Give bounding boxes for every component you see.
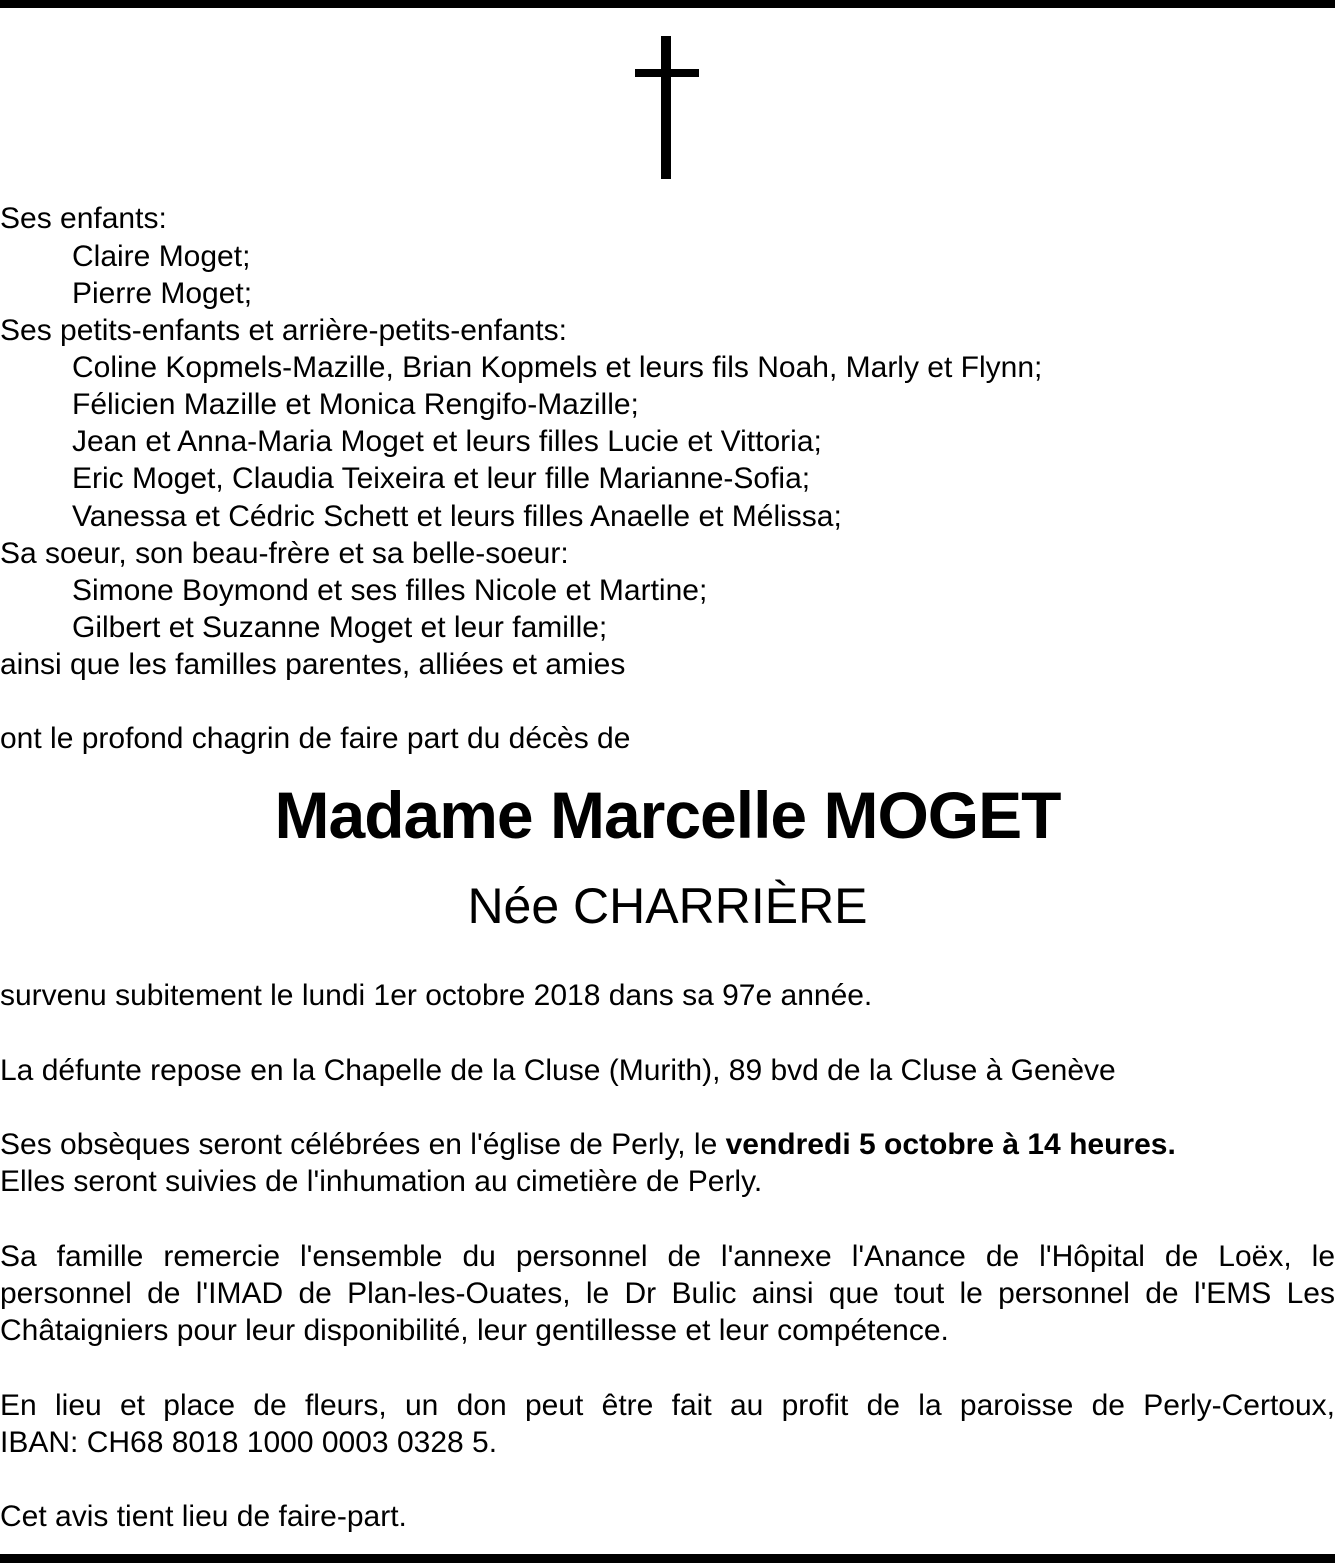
family-line: Simone Boymond et ses filles Nicole et Martine; [72,574,708,607]
funeral-prefix: Ses obsèques seront célébrées en l'église de Perly, le [0,1128,726,1161]
thanks-line: personnel de l'IMAD de Plan-les-Ouates, le Dr Bulic ainsi que tout le personnel de l'EMS Les [0,1277,1335,1310]
intro-text: ont le profond chagrin de faire part du décès de [0,722,631,755]
top-border-rule [0,0,1335,8]
family-line: Eric Moget, Claudia Teixeira et leur fille Marianne-Sofia; [72,462,811,495]
death-info: survenu subitement le lundi 1er octobre 2018 dans sa 97e année. [0,979,873,1012]
family-line: Pierre Moget; [72,277,253,310]
maiden-name: Née CHARRIÈRE [467,878,868,934]
family-line: Ses enfants: [0,202,167,235]
funeral-info [0,1126,1335,1163]
family-line: Ses petits-enfants et arrière-petits-enfants: [0,314,567,347]
bottom-border-rule [0,1554,1335,1563]
family-line: Gilbert et Suzanne Moget et leur famille; [72,611,608,644]
funeral-datetime: vendredi 5 octobre à 14 heures. [725,1128,1176,1161]
thanks-line: Châtaigniers pour leur disponibilité, leur gentillesse et leur compétence. [0,1314,949,1347]
thanks-line: Sa famille remercie l'ensemble du personnel de l'annexe l'Anance de l'Hôpital de Loëx, le [0,1240,1335,1273]
closing-text: Cet avis tient lieu de faire-part. [0,1500,407,1533]
family-line: Jean et Anna-Maria Moget et leurs filles Lucie et Vittoria; [72,425,822,458]
donation-line: En lieu et place de fleurs, un don peut être fait au profit de la paroisse de Perly-Certoux, [0,1389,1335,1422]
deceased-name: Madame Marcelle MOGET [274,778,1061,852]
family-line: ainsi que les familles parentes, alliées et amies [0,648,626,681]
family-line: Sa soeur, son beau-frère et sa belle-soeur: [0,537,569,570]
family-line: Vanessa et Cédric Schett et leurs filles Anaelle et Mélissa; [72,500,842,533]
family-line: Félicien Mazille et Monica Rengifo-Mazille; [72,388,639,421]
resting-place: La défunte repose en la Chapelle de la Cluse (Murith), 89 bvd de la Cluse à Genève [0,1054,1116,1087]
donation-line: IBAN: CH68 8018 1000 0003 0328 5. [0,1426,498,1459]
cross-icon [635,36,699,179]
family-line: Claire Moget; [72,240,251,273]
burial-info: Elles seront suivies de l'inhumation au cimetière de Perly. [0,1165,763,1198]
family-line: Coline Kopmels-Mazille, Brian Kopmels et leurs fils Noah, Marly et Flynn; [72,351,1043,384]
